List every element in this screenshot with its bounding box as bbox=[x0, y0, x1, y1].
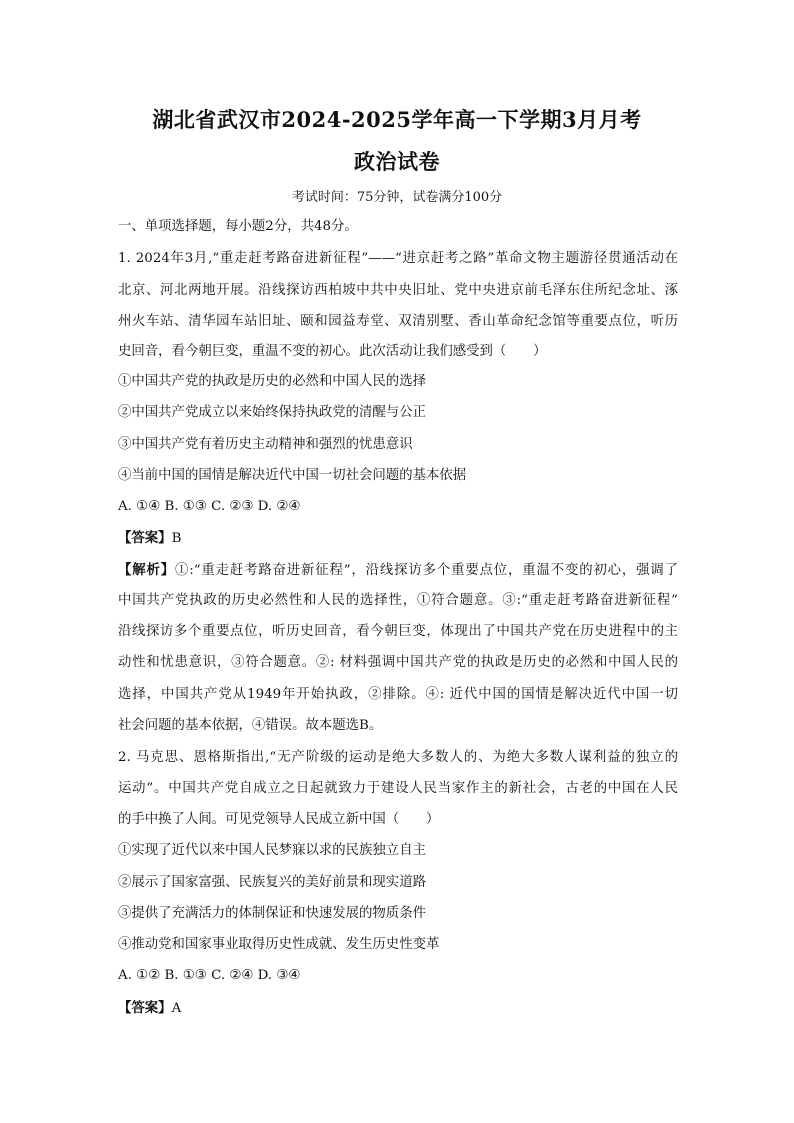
q1-option-2: ②中国共产党成立以来始终保持执政党的清醒与公正 bbox=[118, 405, 426, 420]
q2-answer bbox=[118, 999, 678, 1018]
q1-stem-line-3: 州火车站、清华园车站旧址、颐和园益寿堂、双清别墅、香山革命纪念馆等重要点位，听历 bbox=[118, 314, 678, 329]
q2-option-2: ②展示了国家富强、民族复兴的美好前景和现实道路 bbox=[118, 875, 426, 890]
document-title: 湖北省武汉市2024-2025学年高一下学期3月月考 bbox=[152, 107, 642, 132]
document-subtitle: 政治试卷 bbox=[354, 149, 440, 174]
q1-option-4: ④当前中国的国情是解决近代中国一切社会问题的基本依据 bbox=[118, 468, 467, 483]
q2-stem-line-3: 的手中换了人间。可见党领导人民成立新中国（ ） bbox=[118, 812, 440, 827]
q2-option-4: ④推动党和国家事业取得历史性成就、发生历史性变革 bbox=[118, 937, 440, 952]
q1-stem-line-2: 北京、河北两地开展。沿线探访西柏坡中共中央旧址、党中央进京前毛泽东住所纪念址、涿 bbox=[118, 283, 678, 298]
q1-answer bbox=[118, 529, 678, 548]
q1-analysis-line-2: 中国共产党执政的历史必然性和人民的选择性，①符合题意。③:“重走赶考路奋进新征程” bbox=[118, 593, 678, 608]
answer-label: 【答案】 bbox=[118, 530, 172, 546]
q2-choices: A. ①② B. ①③ C. ②④ D. ③④ bbox=[118, 968, 301, 983]
q1-stem-line-4: 史回音，看今朝巨变，重温不变的初心。此次活动让我们感受到（ ） bbox=[118, 344, 547, 359]
analysis-text: ①:“重走赶考路奋进新征程”，沿线探访多个重要点位，重温不变的初心，强调了 bbox=[174, 563, 679, 578]
exam-info: 考试时间：75分钟，试卷满分100分 bbox=[291, 190, 503, 205]
q1-stem-line-1: 1. 2024年3月,“重走赶考路奋进新征程”——“进京赶考之路”革命文物主题游径贯通活动在 bbox=[118, 251, 678, 266]
q2-option-3: ③提供了充满活力的体制保证和快速发展的物质条件 bbox=[118, 906, 426, 921]
q2-stem-line-1: 2. 马克思、恩格斯指出,“无产阶级的运动是绝大多数人的、为绝大多数人谋利益的独立的 bbox=[118, 750, 678, 765]
q1-option-3: ③中国共产党有着历史主动精神和强烈的忧患意识 bbox=[118, 437, 413, 452]
answer-value: B bbox=[171, 531, 182, 546]
q1-analysis-line-6: 社会问题的基本依据，④错误。故本题选B。 bbox=[118, 718, 383, 733]
q1-analysis-line-3: 沿线探访多个重要点位，听历史回音，看今朝巨变，体现出了中国共产党在历史进程中的主 bbox=[118, 624, 678, 639]
q2-stem-line-2: 运动”。中国共产党自成立之日起就致力于建设人民当家作主的新社会，古老的中国在人民 bbox=[118, 781, 678, 796]
answer-value: A bbox=[171, 1001, 182, 1016]
q1-option-1: ①中国共产党的执政是历史的必然和中国人民的选择 bbox=[118, 374, 426, 389]
q1-analysis-line-5: 选择，中国共产党从1949年开始执政，②排除。④: 近代中国的国情是解决近代中国一切 bbox=[118, 687, 678, 702]
q1-choices: A. ①④ B. ①③ C. ②③ D. ②④ bbox=[118, 499, 301, 514]
q2-option-1: ①实现了近代以来中国人民梦寐以求的民族独立自主 bbox=[118, 843, 426, 858]
analysis-label: 【解析】 bbox=[118, 562, 175, 578]
q1-analysis-line-4: 动性和忧患意识，③符合题意。②: 材料强调中国共产党的执政是历史的必然和中国人民的 bbox=[118, 655, 678, 670]
section-heading: 一、单项选择题，每小题2分，共48分。 bbox=[118, 219, 358, 234]
q1-analysis-line-1 bbox=[118, 561, 678, 580]
answer-label: 【答案】 bbox=[118, 1000, 172, 1016]
